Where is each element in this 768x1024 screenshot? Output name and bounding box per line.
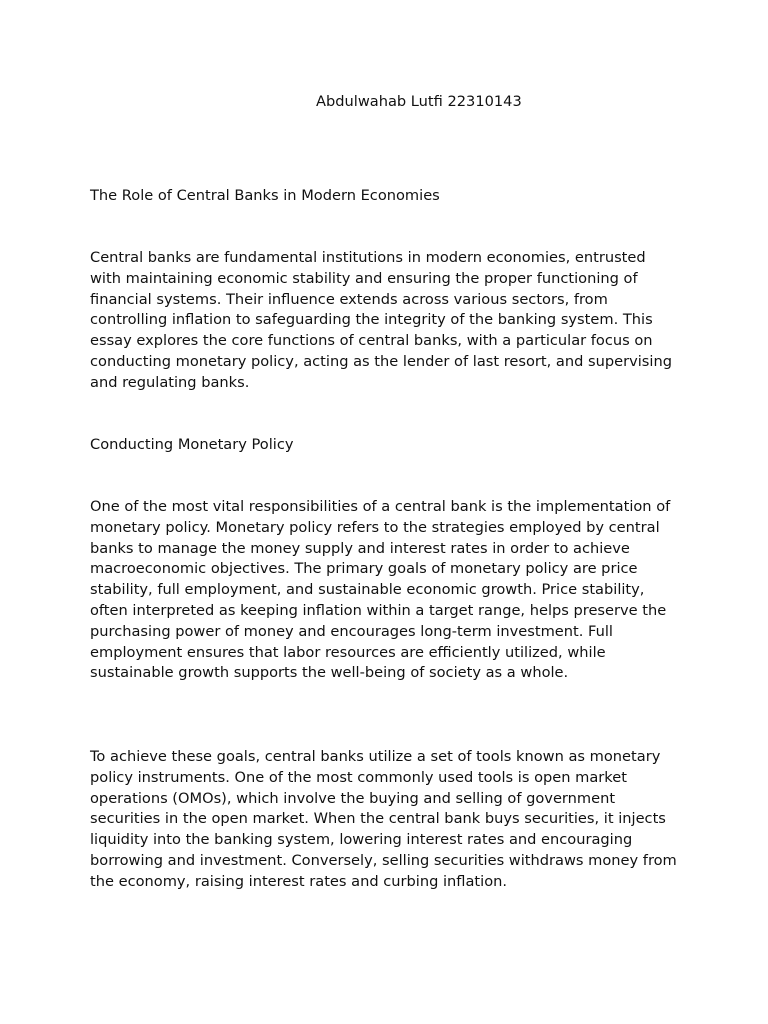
author-line: Abdulwahab Lutfi 22310143 [316,93,522,110]
section-heading: Conducting Monetary Policy [90,436,294,453]
intro-paragraph: Central banks are fundamental institutions in modern economies, entrusted with maintaining economic stability and ensuring the proper functioning of financial systems. Their influence extends across various sectors, from controlling inflation to safeguarding the integrity of the banking system. This essay explores the core functions of central banks, with a particular focus on conducting monetary policy, acting as the lender of last resort, and supervising and regulating banks. [90,249,672,391]
monetary-policy-paragraph-2: To achieve these goals, central banks utilize a set of tools known as monetary policy instruments. One of the most commonly used tools is open market operations (OMOs), which involve the buying and selling of government securities in the open market. When the central bank buys securities, it injects liquidity into the banking system, lowering interest rates and encouraging borrowing and investment. Conversely, selling securities withdraws money from the economy, raising interest rates and curbing inflation. [90,748,677,890]
essay-title: The Role of Central Banks in Modern Economies [90,187,440,204]
monetary-policy-paragraph-1: One of the most vital responsibilities of a central bank is the implementation of monetary policy. Monetary policy refers to the strategies employed by central banks to manage the money supply and interest rates in order to achieve macroeconomic objectives. The primary goals of monetary policy are price stability, full employment, and sustainable economic growth. Price stability, often interpreted as keeping inflation within a target range, helps preserve the purchasing power of money and encourages long-term investment. Full employment ensures that labor resources are efficiently utilized, while sustainable growth supports the well-being of society as a whole. [90,498,671,682]
